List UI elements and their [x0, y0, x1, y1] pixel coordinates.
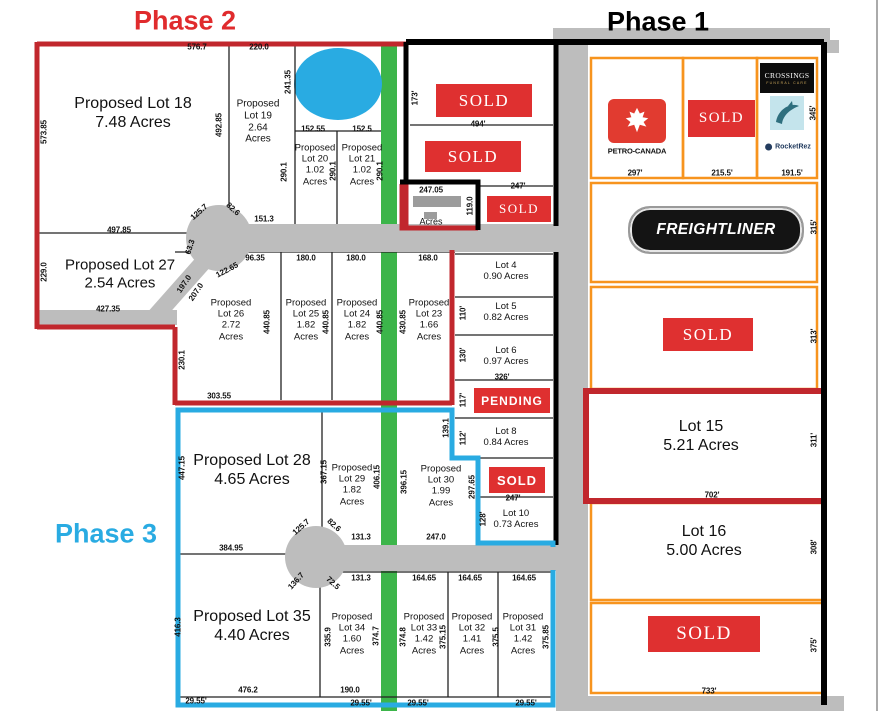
lot-label-lot-34	[332, 612, 373, 657]
status-badge-sold: SOLD	[688, 100, 755, 137]
lot-label-line: Proposed	[294, 142, 336, 154]
lot-label-line: Acres	[302, 176, 328, 188]
dimension-label: 131.3	[351, 532, 371, 542]
lot-label-lot-8	[484, 426, 529, 448]
lot-label-line: Lot 20	[301, 153, 329, 165]
dimension-label: 367.15	[319, 460, 329, 484]
dimension-label: 375.15	[438, 625, 448, 649]
dimension-label: 125.7	[290, 517, 312, 537]
dimension-label: 130'	[458, 347, 468, 363]
dimension-label: 247.0	[426, 532, 446, 542]
dimension-label: 375.85	[541, 625, 551, 649]
lot-label-line: Lot 30	[427, 474, 455, 486]
dimension-label: 207.0	[186, 281, 206, 303]
lot-label-line: Proposed	[285, 297, 327, 309]
lot-label-line: Lot 21	[348, 153, 376, 165]
lot-label-line: Proposed	[236, 98, 280, 110]
lot-label-line: Lot 19	[244, 110, 272, 122]
status-badge-sold: SOLD	[489, 467, 545, 493]
status-badge-pending: PENDING	[474, 388, 550, 413]
lot-label-redacted-acres-lot	[419, 217, 442, 228]
status-badge-sold: SOLD	[648, 616, 760, 652]
dimension-label: 29.55'	[185, 696, 207, 706]
lot-label-line: Lot 6	[495, 344, 517, 356]
lot-label-line: Lot 10	[502, 507, 530, 519]
lot-label-line: 1.02	[352, 165, 372, 176]
dimension-label: 164.65	[458, 573, 482, 583]
dimension-label: 119.0	[465, 196, 475, 216]
dimension-label: 374.7	[371, 626, 381, 646]
lot-label-line: Proposed	[408, 297, 450, 309]
lot-label-line: Acres	[510, 645, 536, 657]
lot-label-lot-24	[337, 298, 378, 343]
status-badge-sold: SOLD	[425, 141, 521, 172]
dimension-label: 430.85	[398, 310, 408, 334]
lot-label-line: Lot 34	[338, 622, 366, 634]
dimension-label: 247'	[510, 181, 526, 191]
dimension-label: 576.7	[187, 42, 207, 52]
lot-label-line: Lot 32	[458, 622, 486, 634]
status-badge-sold: SOLD	[663, 318, 753, 351]
lot-label-line: 1.82	[296, 320, 316, 331]
phase-1-title: Phase 1	[606, 6, 710, 37]
lot-label-line: Acres	[411, 645, 437, 657]
dimension-label: 168.0	[418, 253, 438, 263]
phase-2-title: Phase 2	[133, 5, 237, 36]
dimension-label: 131.3	[351, 573, 371, 583]
dimension-label: 733'	[701, 686, 717, 696]
dimension-label: 345'	[808, 105, 818, 121]
dimension-label: 197.0	[174, 273, 194, 295]
dimension-label: 125.7	[188, 202, 210, 222]
dimension-label: 406.15	[372, 465, 382, 489]
dimension-label: 63.3	[183, 238, 197, 256]
dimension-label: 29.55'	[350, 698, 372, 708]
lot-label-line: Lot 25	[292, 308, 320, 320]
lot-label-line: Proposed	[420, 463, 462, 475]
dimension-label: 82.6	[325, 516, 343, 534]
lot-label-line: Lot 23	[415, 308, 443, 320]
lot-label-line: Lot 8	[495, 425, 517, 437]
lot-label-line: Lot 16	[681, 523, 727, 541]
lot-label-line: Lot 26	[217, 308, 245, 320]
lot-label-line: Acres	[339, 645, 365, 657]
lot-label-lot-16	[666, 523, 742, 561]
dimension-label: 180.0	[346, 253, 366, 263]
freightliner-logo: FREIGHTLINER	[628, 206, 804, 254]
dimension-label: 440.85	[262, 310, 272, 334]
lot-label-lot-20	[295, 143, 336, 188]
lot-label-line: Proposed	[331, 462, 373, 474]
dimension-label: 297'	[627, 168, 643, 178]
lot-label-line: Acres	[428, 497, 454, 509]
dimension-label: 139.1	[441, 418, 451, 438]
dimension-label: 122.65	[214, 260, 240, 280]
lot-label-line: 1.66	[419, 320, 439, 331]
lot-label-line: Acres	[344, 331, 370, 343]
lot-label-line: 0.73 Acres	[493, 519, 539, 530]
dimension-label: 315'	[809, 219, 819, 235]
rocketrez-label: RocketRez	[775, 143, 811, 151]
dimension-label: 494'	[470, 119, 486, 129]
lot-label-lot-21	[342, 143, 383, 188]
dimension-label: 152.55	[301, 124, 325, 134]
status-badge-sold: SOLD	[436, 84, 532, 117]
lot-label-line: 0.97 Acres	[483, 356, 529, 367]
dimension-label: 112'	[458, 430, 468, 446]
dimension-label: 180.0	[296, 253, 316, 263]
lot-label-line: Lot 4	[495, 259, 517, 271]
dimension-label: 29.55'	[407, 698, 429, 708]
lot-label-lot-28	[193, 452, 310, 490]
dimension-label: 190.0	[340, 685, 360, 695]
lot-label-line: Lot 31	[509, 622, 537, 634]
lot-label-lot-15	[663, 418, 739, 456]
dimension-label: 173'	[410, 90, 420, 106]
dimension-label: 290.1	[375, 161, 385, 181]
lot-label-line: Proposed Lot 18	[74, 95, 192, 113]
lot-label-line: 4.40 Acres	[214, 627, 290, 644]
dimension-label: 497.85	[107, 225, 131, 235]
dimension-label: 247'	[505, 493, 521, 503]
lot-label-lot-26	[211, 298, 252, 343]
lot-label-line: Proposed Lot 27	[64, 256, 176, 274]
dimension-label: 308'	[809, 539, 819, 555]
lot-label-line: Proposed	[210, 297, 252, 309]
lot-label-line: Proposed	[341, 142, 383, 154]
dimension-label: 375.5	[491, 627, 501, 647]
dimension-label: 247.05	[419, 185, 443, 195]
lot-label-line: 2.64	[248, 122, 268, 133]
dimension-label: 290.1	[279, 162, 289, 182]
dimension-label: 128'	[478, 511, 488, 527]
dimension-label: 384.95	[219, 543, 243, 553]
dimension-label: 72.5	[324, 574, 342, 592]
dimension-label: 313'	[809, 328, 819, 344]
lot-label-lot-33	[404, 612, 445, 657]
dimension-label: 96.35	[245, 253, 265, 263]
crossings-name: CROSSINGS	[764, 71, 810, 80]
lot-label-lot-29	[332, 463, 373, 508]
lot-label-lot-5	[484, 301, 529, 323]
lot-label-line: Lot 5	[495, 300, 517, 312]
dimension-label: 136.7	[286, 570, 306, 592]
lot-label-line: Proposed Lot 28	[193, 452, 311, 470]
lot-label-line: 2.72	[221, 320, 241, 331]
lot-label-lot-27	[65, 256, 175, 291]
dimension-label: 151.3	[254, 214, 274, 224]
petro-canada-label: PETRO-CANADA	[607, 146, 667, 156]
lot-label-line: 1.99	[431, 486, 451, 497]
dimension-label: 440.85	[375, 310, 385, 334]
dimension-label: 335.9	[323, 627, 333, 647]
dimension-label: 230.1	[177, 350, 187, 370]
dimension-label: 29.55'	[515, 698, 537, 708]
lot-label-line: Proposed	[403, 611, 445, 623]
dimension-label: 702'	[704, 490, 720, 500]
dimension-label: 396.15	[399, 470, 409, 494]
lot-label-lot-10	[494, 508, 539, 530]
lot-label-line: Lot 15	[678, 418, 724, 436]
lot-label-line: Lot 33	[410, 622, 438, 634]
lot-label-lot-31	[503, 612, 544, 657]
crossings-subtitle: FUNERAL CARE	[766, 81, 808, 85]
dimension-label: 297.65	[467, 475, 477, 499]
lot-label-lot-30	[421, 464, 462, 509]
dimension-label: 375'	[809, 637, 819, 653]
lot-label-lot-23	[409, 298, 450, 343]
lot-label-line: 7.48 Acres	[95, 114, 171, 131]
lot-label-line: 1.02	[305, 165, 325, 176]
dimension-label: 573.85	[39, 120, 49, 144]
dimension-label: 447.15	[177, 456, 187, 480]
dimension-label: 229.0	[39, 262, 49, 282]
dimension-label: 241.35	[283, 70, 293, 94]
lot-label-line: Acres	[293, 331, 319, 343]
lot-label-line: Proposed	[502, 611, 544, 623]
lot-label-line: 1.42	[513, 634, 533, 645]
dimension-label: 416.3	[173, 617, 183, 637]
dimension-label: 191.5'	[781, 168, 803, 178]
lot-label-line: Proposed	[336, 297, 378, 309]
lot-label-line: Lot 24	[343, 308, 371, 320]
dimension-label: 290.1	[328, 161, 338, 181]
dimension-label: 82.6	[224, 200, 242, 218]
lot-label-line: 1.82	[342, 485, 362, 496]
lot-label-line: Acres	[245, 133, 271, 145]
lot-label-line: 1.60	[342, 634, 362, 645]
dimension-label: 152.5	[352, 124, 372, 134]
lot-label-line: 5.21 Acres	[663, 437, 739, 454]
lot-label-line: Acres	[218, 331, 244, 343]
dimension-label: 440.85	[321, 310, 331, 334]
lot-label-lot-25	[286, 298, 327, 343]
lot-label-lot-19	[237, 98, 280, 145]
lot-label-line: Acres	[349, 176, 375, 188]
lot-label-line: 2.54 Acres	[84, 274, 156, 291]
lot-label-line: Acres	[459, 645, 485, 657]
lot-label-lot-32	[452, 612, 493, 657]
lot-label-lot-6	[484, 345, 529, 367]
lot-label-line: Acres	[339, 496, 365, 508]
lot-label-line: Acres	[419, 216, 443, 227]
lot-label-line: Proposed Lot 35	[193, 608, 311, 626]
status-badge-sold: SOLD	[487, 196, 551, 222]
lot-label-lot-4	[484, 260, 529, 282]
dimension-label: 303.55	[207, 391, 231, 401]
dimension-label: 326'	[494, 372, 510, 382]
lot-label-lot-18	[74, 95, 191, 133]
lot-label-line: 5.00 Acres	[666, 542, 742, 559]
lot-label-line: 1.42	[414, 634, 434, 645]
phase-3-title: Phase 3	[54, 518, 158, 549]
dimension-label: 164.65	[412, 573, 436, 583]
lot-label-line: 1.41	[462, 634, 482, 645]
lot-label-line: 0.90 Acres	[483, 271, 529, 282]
dimension-label: 311'	[809, 432, 819, 448]
dimension-label: 215.5'	[711, 168, 733, 178]
lot-label-line: 1.82	[347, 320, 367, 331]
dimension-label: 164.65	[512, 573, 536, 583]
lot-label-line: Lot 29	[338, 473, 366, 485]
lot-label-line: Acres	[416, 331, 442, 343]
dimension-label: 117'	[458, 392, 468, 408]
dimension-label: 110'	[458, 305, 468, 321]
lot-label-line: 0.84 Acres	[483, 437, 529, 448]
lot-label-line: 4.65 Acres	[214, 471, 290, 488]
dimension-label: 220.0	[249, 42, 269, 52]
lot-label-lot-35	[193, 608, 310, 646]
lot-label-line: Proposed	[451, 611, 493, 623]
dimension-label: 374.8	[398, 627, 408, 647]
dimension-label: 476.2	[238, 685, 258, 695]
lot-label-line: Proposed	[331, 611, 373, 623]
lot-label-line: 0.82 Acres	[483, 312, 529, 323]
dimension-label: 427.35	[96, 304, 120, 314]
dimension-label: 492.85	[214, 113, 224, 137]
